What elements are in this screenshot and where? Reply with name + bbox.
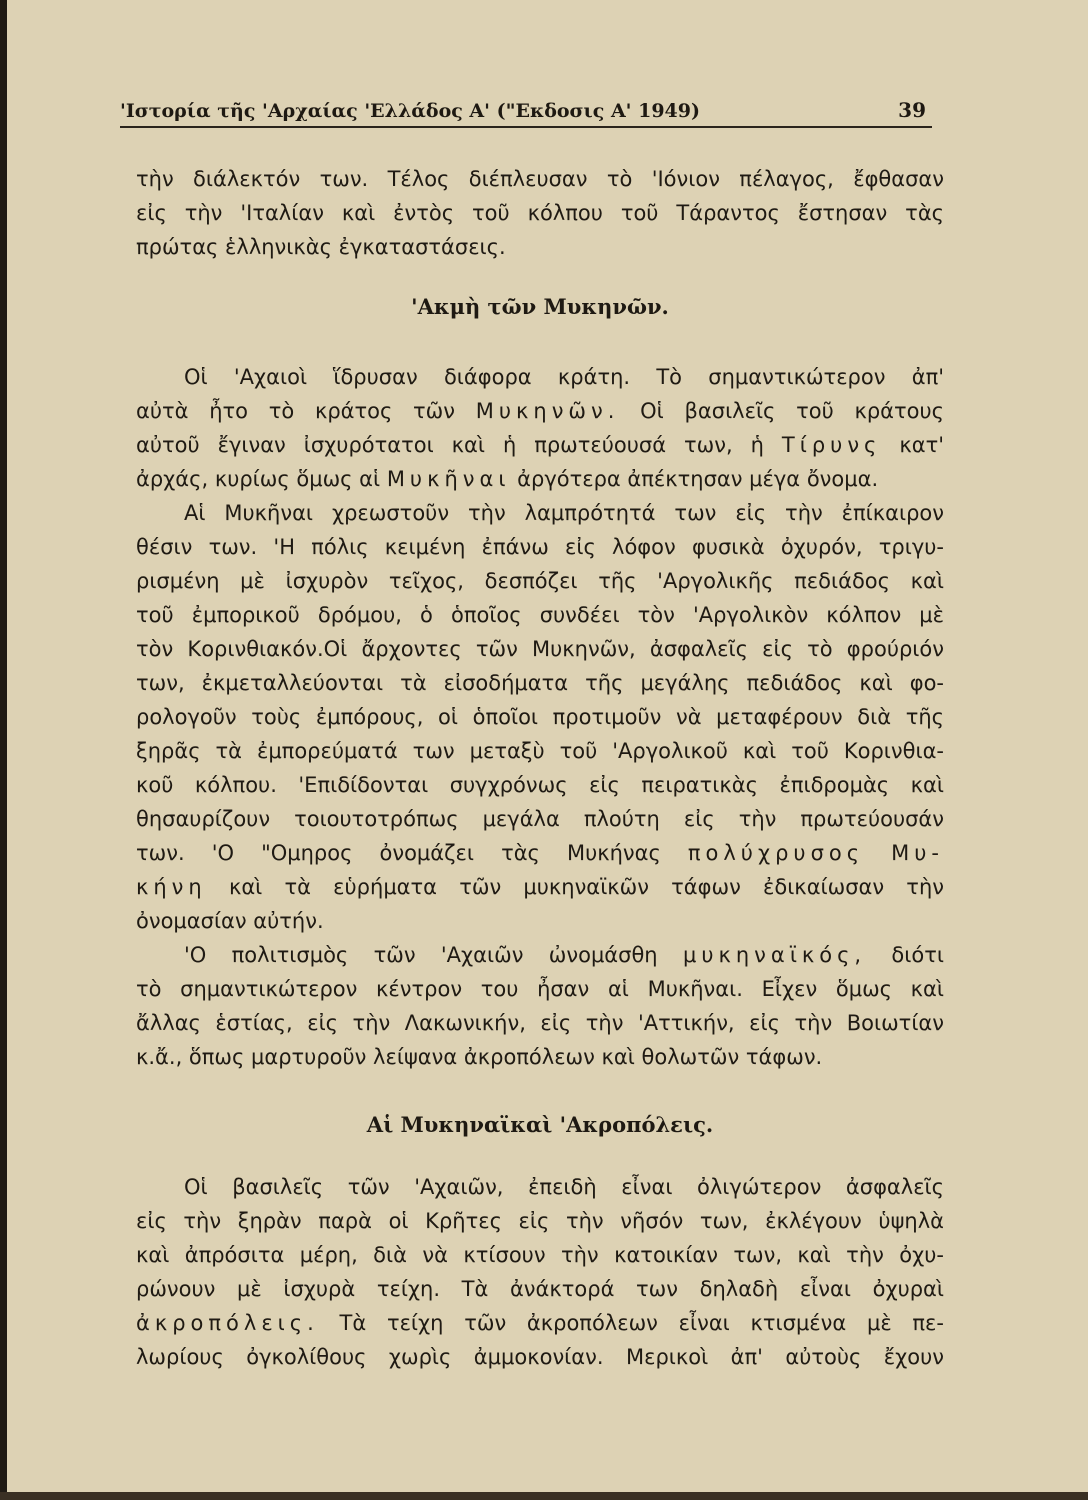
text-span: των. 'Ο "Ομηρος ὀνομάζει τὰς Μυκήνας [136,841,661,865]
text-line: τὸ σημαντικώτερον κέντρον του ἦσαν αἱ Μυκῆναι. Εἶχεν ὅμως καὶ [136,977,944,1001]
paragraph-4 [136,938,944,1074]
text-line: καὶ ἀπρόσιτα μέρη, διὰ νὰ κτίσουν τὴν κατοικίαν των, καὶ τὴν ὀχυ- [136,1243,944,1267]
text-line: ἄλλας ἑστίας, εἰς τὴν Λακωνικήν, εἰς τὴν 'Αττικήν, εἰς τὴν Βοιωτίαν [136,1011,944,1035]
spaced-word: ἀκροπόλεις. [136,1311,319,1335]
text-line: τὴν διάλεκτόν των. Τέλος διέπλευσαν τὸ 'Ιόνιον πέλαγος, ἔφθασαν [136,167,944,191]
text-span: αὐτοῦ ἔγιναν ἰσχυρότατοι καὶ ἡ πρωτεύουσά των, ἡ [136,433,764,457]
text-span: αὐτὰ ἦτο τὸ κράτος τῶν [136,399,455,423]
text-line: εἰς τὴν 'Ιταλίαν καὶ ἐντὸς τοῦ κόλπου τοῦ Τάραντος ἔστησαν τὰς [136,201,944,225]
spaced-word: Τίρυνς [781,433,882,457]
text-line: θέσιν των. 'Η πόλις κειμένη ἐπάνω εἰς λόφον φυσικὰ ὀχυρόν, τριγυ- [136,535,944,559]
spaced-word: Μυκηνῶν. [475,399,620,423]
text-line [136,462,944,496]
text-line: τὸν Κορινθιακόν.Οἱ ἄρχοντες τῶν Μυκηνῶν, ἀσφαλεῖς εἰς τὸ φρούριόν [136,637,944,661]
running-title: 'Ιστορία τῆς 'Αρχαίας 'Ελλάδος Α' ("Εκδοσις Α' 1949) [120,100,700,122]
section-heading-1: 'Ακμὴ τῶν Μυκηνῶν. [411,294,669,319]
text-span: Οἱ βασιλεῖς τοῦ κράτους [640,399,944,423]
text-line: εἰς τὴν ξηρὰν παρὰ οἱ Κρῆτες εἰς τὴν νῆσόν των, ἐκλέγουν ὑψηλὰ [136,1209,944,1233]
text-span: καὶ τὰ εὑρήματα τῶν μυκηναϊκῶν τάφων ἐδικαίωσαν τὴν [228,875,944,899]
text-line: ὀνομασίαν αὐτήν. [136,909,324,933]
spaced-word: μυκηναϊκός, [682,943,867,967]
text-line: Αἱ Μυκῆναι χρεωστοῦν τὴν λαμπρότητά των εἰς τὴν ἐπίκαιρον [184,501,944,525]
text-line: των, ἐκμεταλλεύονται τὰ εἰσοδήματα τῆς μεγάλης πεδιάδος καὶ φο- [136,671,944,695]
text-span: ἀρχάς, κυρίως ὅμως αἱ [136,467,381,491]
paragraph-1 [136,162,944,264]
text-line: κ.ἄ., ὅπως μαρτυροῦν λείψανα ἀκροπόλεων καὶ θολωτῶν τάφων. [136,1045,823,1069]
paragraph-2 [136,360,944,496]
text-span: Τὰ τείχη τῶν ἀκροπόλεων εἶναι κτισμένα μὲ πε- [339,1311,944,1335]
text-line: ρώνουν μὲ ἰσχυρὰ τείχη. Τὰ ἀνάκτορά των δηλαδὴ εἶναι ὀχυραὶ [136,1277,944,1301]
page-left-edge [0,0,7,1500]
text-line: Οἱ βασιλεῖς τῶν 'Αχαιῶν, ἐπειδὴ εἶναι ὀλιγώτερον ἀσφαλεῖς [184,1175,944,1199]
text-line [136,428,944,462]
spaced-word: Μυ- [891,841,944,865]
text-line: Οἱ 'Αχαιοὶ ἵδρυσαν διάφορα κράτη. Τὸ σημαντικώτερον ἀπ' [184,365,944,389]
text-line [136,836,944,870]
text-line: ρισμένη μὲ ἰσχυρὸν τεῖχος, δεσπόζει τῆς 'Αργολικῆς πεδιάδος καὶ [136,569,944,593]
text-line [136,394,944,428]
text-span: ἀργότερα ἀπέκτησαν μέγα ὄνομα. [517,467,879,491]
spaced-word: Μυκῆναι [386,467,511,491]
spaced-word: πολύχρυσος [687,841,865,865]
spaced-word: κήνη [136,875,207,899]
text-span: 'Ο πολιτισμὸς τῶν 'Αχαιῶν ὠνομάσθη [184,943,658,967]
text-line [136,870,944,904]
text-line: ξηρᾶς τὰ ἐμπορεύματά των μεταξὺ τοῦ 'Αργολικοῦ καὶ τοῦ Κορινθια- [136,739,944,763]
paragraph-3 [136,496,944,938]
text-line: κοῦ κόλπου. 'Επιδίδονται συγχρόνως εἰς πειρατικὰς ἐπιδρομὰς καὶ [136,773,944,797]
text-line: λωρίους ὀγκολίθους χωρὶς ἀμμοκονίαν. Μερικοὶ ἀπ' αὐτοὺς ἔχουν [136,1345,944,1369]
text-line: ρολογοῦν τοὺς ἐμπόρους, οἱ ὁποῖοι προτιμοῦν νὰ μεταφέρουν διὰ τῆς [136,705,944,729]
paragraph-5 [136,1170,944,1374]
text-line [136,938,944,972]
text-line [136,1306,944,1340]
text-line: τοῦ ἐμπορικοῦ δρόμου, ὁ ὁποῖος συνδέει τὸν 'Αργολικὸν κόλπον μὲ [136,603,944,627]
page-header [120,92,932,128]
page-number: 39 [898,98,926,122]
text-span: κατ' [899,433,944,457]
text-line: θησαυρίζουν τοιουτοτρόπως μεγάλα πλούτη εἰς τὴν πρωτεύουσάν [136,807,944,831]
text-line: πρώτας ἑλληνικὰς ἐγκαταστάσεις. [136,235,506,259]
section-heading-2: Αἱ Μυκηναϊκαὶ 'Ακροπόλεις. [366,1112,714,1137]
text-span: διότι [891,943,944,967]
page-bottom-edge [0,1492,1088,1500]
